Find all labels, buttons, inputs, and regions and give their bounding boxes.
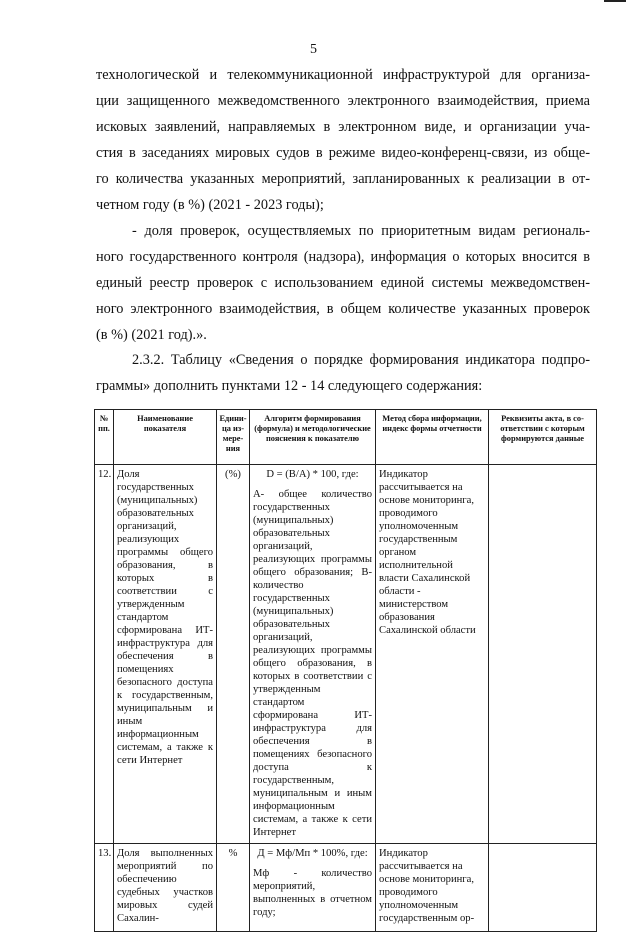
act-details [489, 844, 597, 932]
text-line: технологической и телекоммуникационной инфраструктурой для организа- [96, 67, 590, 83]
header-algorithm: Алгоритм формирования (формула) и методологические пояснения к показателю [250, 410, 376, 465]
table-header-row [95, 410, 597, 465]
algorithm-cell [250, 844, 376, 932]
text-line: единый реестр проверок с использованием единой системы межведомствен- [96, 275, 590, 291]
row-number: 13. [95, 844, 114, 932]
paragraph-continuation [96, 62, 590, 218]
unit: (%) [217, 465, 250, 844]
collection-method: Индикатор рассчитывается на основе мониторинга, проводимого уполномоченным государственным ор- [376, 844, 489, 932]
header-act-details: Реквизиты акта, в со- ответствии с которым формируются данные [489, 410, 597, 465]
text-line: го количества указанных мероприятий, запланированных к реализации в от- [96, 171, 590, 187]
text-line: ного электронного взаимодействия, в общем количестве указанных проверок [96, 301, 590, 317]
page-number: 5 [310, 42, 317, 57]
text-line: - доля проверок, осуществляемых по приоритетным видам региональ- [132, 223, 590, 239]
table-row [95, 465, 597, 844]
paragraph-inspections [96, 218, 590, 348]
header-number: № пп. [95, 410, 114, 465]
formula: Д = Мф/Мп * 100%, где: [257, 848, 368, 859]
indicator-name: Доля выполненных мероприятий по обеспечению судебных участков мировых судей Сахалин- [114, 844, 217, 932]
algorithm-description: Мф - количество мероприятий, выполненных в отчетном году; [253, 868, 372, 918]
row-number: 12. [95, 465, 114, 844]
indicator-name: Доля государственных (муниципальных) образовательных организаций, реализующих программы общего образования, в которых в соответствии с утвержденным стандартом сформирована ИТ-инфраструктура для обеспечения в помещениях безопасного доступа к государственным, муниципальным и иным информационным системам, а также к сети Интернет [114, 465, 217, 844]
indicator-table [94, 409, 597, 932]
scan-edge-mark [604, 0, 626, 2]
header-collection-method: Метод сбора информации, индекс формы отчетности [376, 410, 489, 465]
table-row [95, 844, 597, 932]
text-line: исковых заявлений, направляемых в электронном виде, и организации уча- [96, 119, 590, 135]
text-line: ции защищенного межведомственного электронного взаимодействия, приема [96, 93, 590, 109]
text-line: 2.3.2. Таблицу «Сведения о порядке формирования индикатора подпро- [132, 352, 590, 368]
formula: D = (В/А) * 100, где: [266, 469, 359, 480]
act-details [489, 465, 597, 844]
paragraph-table-intro [96, 347, 590, 399]
collection-method: Индикатор рассчитывается на основе мониторинга, проводимого уполномоченным государственным органом исполнительной власти Сахалинской области - министерством образования Сахалинской области [376, 465, 489, 844]
text-line: стия в заседаниях мировых судов в режиме видео-конференц-связи, из обще- [96, 145, 590, 161]
header-indicator-name: Наименование показателя [114, 410, 217, 465]
header-unit: Едини- ца из- мере- ния [217, 410, 250, 465]
text-line: (в %) (2021 год).». [96, 327, 207, 343]
text-line: четном году (в %) (2021 - 2023 годы); [96, 197, 324, 213]
algorithm-cell [250, 465, 376, 844]
text-line: граммы» дополнить пунктами 12 - 14 следующего содержания: [96, 378, 483, 394]
unit: % [217, 844, 250, 932]
algorithm-description: А- общее количество государственных (муниципальных) образовательных организаций, реализующих программы общего образования; В- количество государственных (муниципальных) образовательных организаций, реализующих программы общего образования, в которых в соответствии с утвержденным стандартом сформирована ИТ-инфраструктура для обеспечения в помещениях безопасного доступа к государственным, муниципальным и иным информационным системам, а также к сети Интернет [253, 489, 372, 838]
text-line: ного государственного контроля (надзора), информация о которых вносится в [96, 249, 590, 265]
